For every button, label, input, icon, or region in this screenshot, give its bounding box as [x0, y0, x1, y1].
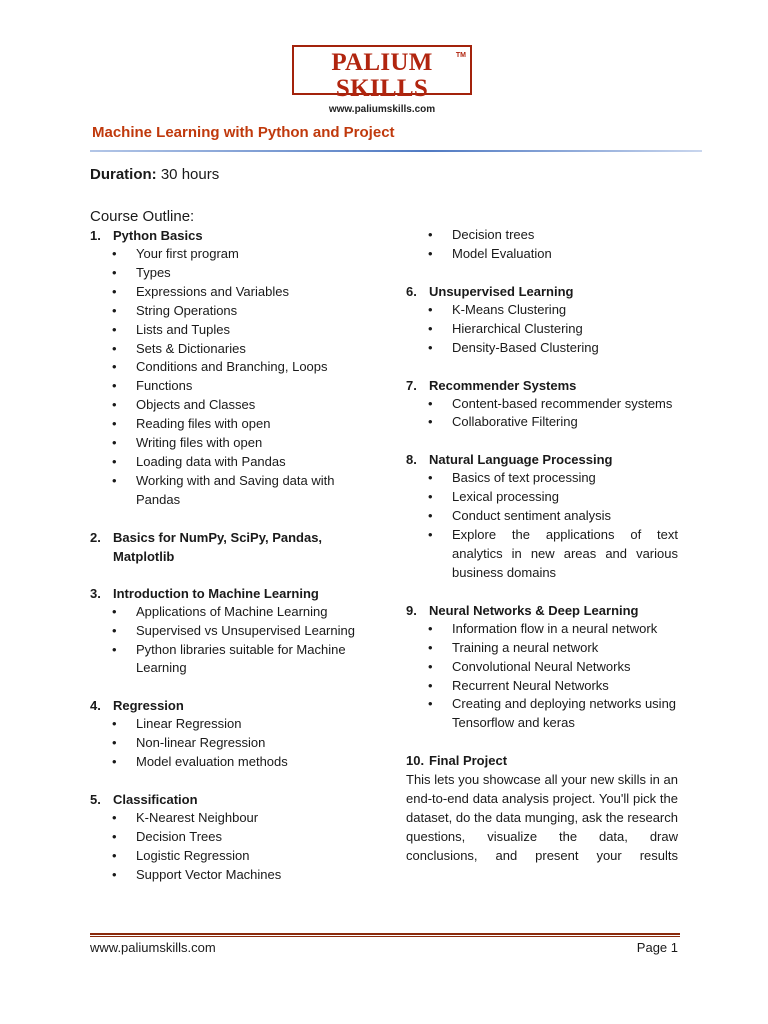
topic-list [406, 301, 678, 358]
list-item: • Supervised vs Unsupervised Learning [90, 622, 380, 641]
bullet-icon: • [112, 264, 117, 280]
bullet-icon: • [112, 810, 117, 826]
section-intro-ml [90, 584, 380, 679]
bullet-icon: • [112, 622, 117, 638]
section-regression [90, 696, 380, 772]
section-title [90, 528, 380, 566]
final-project-description: This lets you showcase all your new skills in an end-to-end data analysis project. You'll pick the dataset, do the data munging, ask the research questions, visualize the data, draw conclusions, and present your results [406, 772, 678, 864]
list-item: • Loading data with Pandas [90, 453, 380, 472]
section-title [406, 450, 678, 469]
section-number: 7. [406, 377, 417, 393]
bullet-icon: • [428, 639, 433, 655]
section-title-text: Natural Language Processing [429, 452, 613, 468]
bullet-icon: • [428, 508, 433, 524]
section-number: 4. [90, 698, 101, 714]
list-item: • Content-based recommender systems [406, 395, 678, 414]
section-title [406, 751, 678, 770]
section-title [90, 584, 380, 603]
bullet-icon: • [112, 754, 117, 770]
topic-list [90, 245, 380, 510]
section-title-text: Introduction to Machine Learning [113, 585, 319, 601]
title-divider [90, 150, 702, 152]
section-title-text: Recommender Systems [429, 377, 577, 393]
topic-list [90, 715, 380, 772]
bullet-icon: • [112, 397, 117, 413]
list-item: • Reading files with open [90, 415, 380, 434]
bullet-icon: • [428, 470, 433, 486]
footer-url[interactable]: www.paliumskills.com [90, 940, 216, 955]
section-number: 10. [406, 753, 425, 769]
list-item: • Writing files with open [90, 434, 380, 453]
list-item: • Decision trees [406, 226, 678, 245]
list-item: • Model Evaluation [406, 245, 678, 264]
section-title [406, 282, 678, 301]
list-item: • Conduct sentiment analysis [406, 507, 678, 526]
list-item: • Decision Trees [90, 828, 380, 847]
page-title: Machine Learning with Python and Project [92, 124, 395, 141]
section-title [90, 790, 380, 809]
list-item: • Logistic Regression [90, 847, 380, 866]
bullet-icon: • [428, 414, 433, 430]
duration [90, 165, 219, 185]
section-number: 3. [90, 585, 101, 601]
list-item: • Information flow in a neural network [406, 620, 678, 639]
bullet-icon: • [428, 320, 433, 336]
bullet-icon: • [112, 716, 117, 732]
list-item: • Convolutional Neural Networks [406, 658, 678, 677]
list-item: • Your first program [90, 245, 380, 264]
section-unsupervised [406, 282, 678, 358]
list-item: • Python libraries suitable for Machine Learning [90, 641, 380, 679]
list-item: • Density-Based Clustering [406, 339, 678, 358]
bullet-icon: • [428, 677, 433, 693]
list-item: • Creating and deploying networks using Tensorflow and keras [406, 695, 678, 733]
bullet-icon: • [428, 527, 433, 543]
bullet-icon: • [428, 339, 433, 355]
list-item: • Support Vector Machines [90, 866, 380, 885]
list-item: • Conditions and Branching, Loops [90, 358, 380, 377]
list-item: • Model evaluation methods [90, 753, 380, 772]
bullet-icon: • [112, 416, 117, 432]
list-item: • Recurrent Neural Networks [406, 677, 678, 696]
duration-value: 30 hours [156, 166, 220, 183]
list-item: • K-Nearest Neighbour [90, 809, 380, 828]
topic-list [90, 809, 380, 885]
bullet-icon: • [112, 321, 117, 337]
section-numpy-scipy [90, 528, 380, 566]
list-item: • Lists and Tuples [90, 321, 380, 340]
section-title [90, 696, 380, 715]
topic-list [406, 395, 678, 433]
bullet-icon: • [112, 828, 117, 844]
section-title [90, 226, 380, 245]
list-item: • Objects and Classes [90, 396, 380, 415]
section-title-text: Unsupervised Learning [429, 283, 574, 299]
section-number: 1. [90, 228, 101, 243]
list-item: • Hierarchical Clustering [406, 320, 678, 339]
list-item: • Working with and Saving data with Pandas [90, 472, 380, 510]
section-number: 2. [90, 529, 101, 545]
bullet-icon: • [112, 340, 117, 356]
bullet-icon: • [428, 489, 433, 505]
right-column [406, 226, 678, 883]
topic-list [90, 603, 380, 679]
list-item: • String Operations [90, 302, 380, 321]
bullet-icon: • [428, 227, 433, 242]
section-neural-networks [406, 601, 678, 733]
section-title-text: Neural Networks & Deep Learning [429, 602, 639, 618]
duration-label: Duration: [90, 166, 157, 183]
bullet-icon: • [112, 378, 117, 394]
bullet-icon: • [112, 435, 117, 451]
section-number: 8. [406, 452, 417, 468]
footer-divider [90, 933, 680, 937]
topic-list [406, 226, 678, 264]
section-title-text: Regression [113, 698, 184, 714]
list-item: • Collaborative Filtering [406, 413, 678, 432]
bullet-icon: • [112, 359, 117, 375]
bullet-icon: • [112, 453, 117, 469]
section-recommender [406, 376, 678, 433]
bullet-icon: • [112, 246, 117, 261]
topic-list [406, 620, 678, 733]
section-nlp [406, 450, 678, 582]
bullet-icon: • [428, 658, 433, 674]
bullet-icon: • [112, 866, 117, 882]
left-column [90, 226, 380, 903]
section-number: 9. [406, 602, 417, 618]
list-item: • K-Means Clustering [406, 301, 678, 320]
section-number: 5. [90, 792, 101, 808]
section-title-text: Classification [113, 792, 198, 808]
bullet-icon: • [112, 735, 117, 751]
section-number: 6. [406, 283, 417, 299]
list-item: • Sets & Dictionaries [90, 340, 380, 359]
logo [292, 45, 472, 115]
list-item: • Functions [90, 377, 380, 396]
bullet-icon: • [428, 395, 433, 411]
bullet-icon: • [112, 302, 117, 318]
logo-trademark: TM [455, 52, 466, 59]
list-item: • Training a neural network [406, 639, 678, 658]
section-title [406, 601, 678, 620]
bullet-icon: • [428, 301, 433, 317]
list-item: • Non-linear Regression [90, 734, 380, 753]
bullet-icon: • [112, 472, 117, 488]
list-item: • Linear Regression [90, 715, 380, 734]
bullet-icon: • [428, 696, 433, 712]
bullet-icon: • [428, 245, 433, 261]
section-title [406, 376, 678, 395]
section-title-text: Basics for NumPy, SciPy, Pandas, Matplotlib [113, 529, 323, 564]
bullet-icon: • [112, 847, 117, 863]
section-title-text: Python Basics [113, 228, 203, 243]
bullet-icon: • [112, 641, 117, 657]
list-item: • Basics of text processing [406, 469, 678, 488]
topic-list [406, 469, 678, 582]
bullet-icon: • [112, 283, 117, 299]
list-item: • Lexical processing [406, 488, 678, 507]
section-title-text: Final Project [429, 753, 508, 769]
list-item: • Expressions and Variables [90, 283, 380, 302]
section-final-project [406, 751, 678, 865]
section-classification [90, 790, 380, 885]
list-item: • Applications of Machine Learning [90, 603, 380, 622]
bullet-icon: • [428, 620, 433, 636]
section-classification-continued [406, 226, 678, 264]
logo-url[interactable]: www.paliumskills.com [328, 104, 436, 115]
bullet-icon: • [112, 603, 117, 619]
list-item: • Explore the applications of text analytics in new areas and various business domains [406, 526, 678, 583]
course-outline-heading: Course Outline: [90, 208, 195, 225]
list-item: • Types [90, 264, 380, 283]
page-number: Page 1 [636, 940, 678, 955]
section-python-basics [90, 226, 380, 510]
logo-title: PALIUM SKILLS [331, 49, 433, 102]
